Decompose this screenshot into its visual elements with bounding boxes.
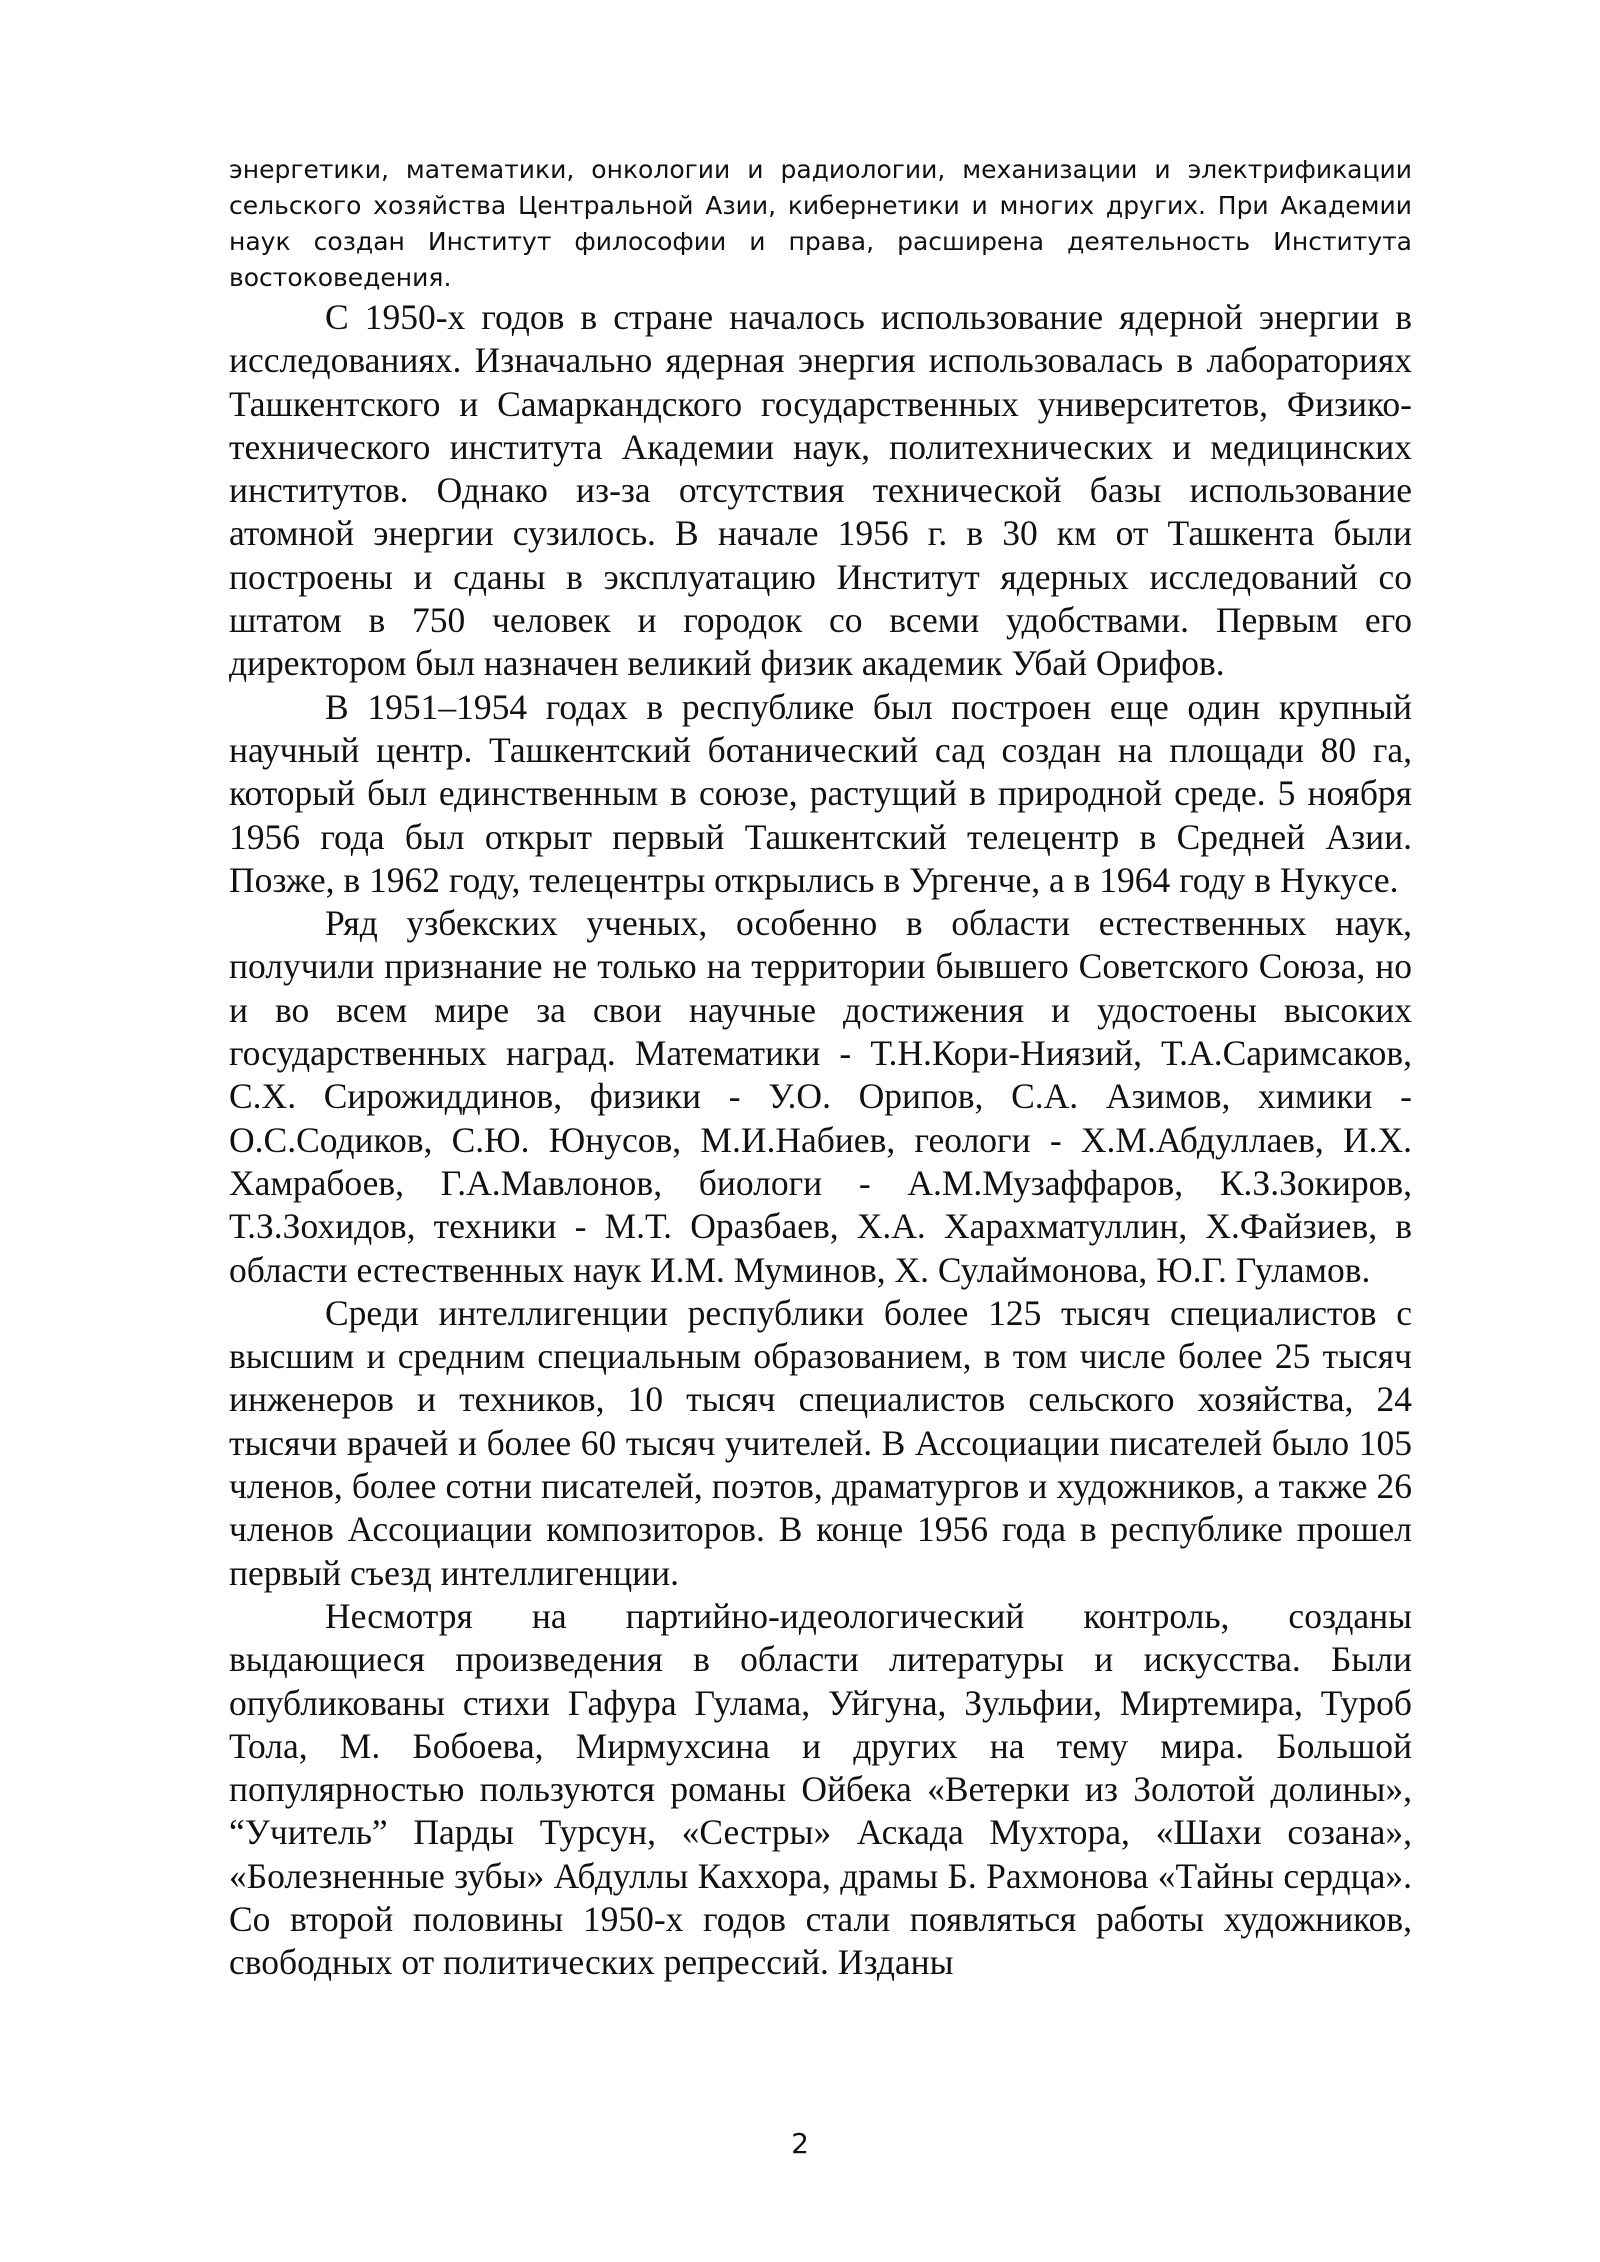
paragraph-botanical-garden: В 1951–1954 годах в республике был построен еще один крупный научный центр. Ташкентский ботанический сад создан на площади 80 га, который был единственным в союзе, растущий в природной среде. 5 ноября 1956 года был открыт первый Ташкентский телецентр в Средней Азии. Позже, в 1962 году, телецентры открылись в Ургенче, а в 1964 году в Нукусе. (229, 686, 1412, 900)
paragraph-intelligentsia: Среди интеллигенции республики более 125 тысяч специалистов с высшим и средним специальным образованием, в том числе более 25 тысяч инженеров и техников, 10 тысяч специалистов сельского хозяйства, 24 тысячи врачей и более 60 тысяч учителей. В Ассоциации писателей было 105 членов, более сотни писателей, поэтов, драматургов и художников, а также 26 членов Ассоциации композиторов. В конце 1956 года в республике прошел первый съезд интеллигенции. (229, 1292, 1412, 1593)
paragraph-literature-arts: Несмотря на партийно-идеологический контроль, созданы выдающиеся произведения в области литературы и искусства. Были опубликованы стихи Гафура Гулама, Уйгуна, Зульфии, Миртемира, Туроб Тола, М. Бобоева, Мирмухсина и других на тему мира. Большой популярностью пользуются романы Ойбека «Ветерки из Золотой долины», “Учитель” Парды Турсун, «Сестры» Аскада Мухтора, «Шахи созана», «Болезненные зубы» Абдуллы Каххора, драмы Б. Рахмонова «Тайны сердца». Со второй половины 1950-х годов стали появляться работы художников, свободных от политических репрессий. Изданы (229, 1595, 1412, 1983)
paragraph-nuclear-energy: С 1950-х годов в стране началось использование ядерной энергии в исследованиях. Изначально ядерная энергия использовалась в лабораториях Ташкентского и Самаркандского государственных университетов, Физико-технического института Академии наук, политехнических и медицинских институтов. Однако из-за отсутствия технической базы использование атомной энергии сузилось. В начале 1956 г. в 30 км от Ташкента были построены и сданы в эксплуатацию Институт ядерных исследований со штатом в 750 человек и городок со всеми удобствами. Первым его директором был назначен великий физик академик Убай Орифов. (229, 297, 1412, 684)
page-number: 2 (791, 2127, 809, 2160)
document-body (229, 152, 1412, 1985)
intro-paragraph: энергетики, математики, онкологии и радиологии, механизации и электрификации сельского хозяйства Центральной Азии, кибернетики и многих других. При Академии наук создан Институт философии и права, расширена деятельность Института востоковедения. (229, 155, 1412, 292)
paragraph-scientists: Ряд узбекских ученых, особенно в области естественных наук, получили признание не только на территории бывшего Советского Союза, но и во всем мире за свои научные достижения и удостоены высоких государственных наград. Математики - Т.Н.Кори-Ниязий, Т.А.Саримсаков, С.Х. Сирожиддинов, физики - У.О. Орипов, С.А. Азимов, химики - О.С.Содиков, С.Ю. Юнусов, М.И.Набиев, геологи - Х.М.Абдуллаев, И.Х. Хамрабоев, Г.А.Мавлонов, биологи - А.М.Музаффаров, К.З.Зокиров, Т.З.Зохидов, техники - М.Т. Оразбаев, Х.А. Харахматуллин, Х.Файзиев, в области естественных наук И.М. Муминов, Х. Сулаймонова, Ю.Г. Гуламов. (229, 903, 1412, 1290)
